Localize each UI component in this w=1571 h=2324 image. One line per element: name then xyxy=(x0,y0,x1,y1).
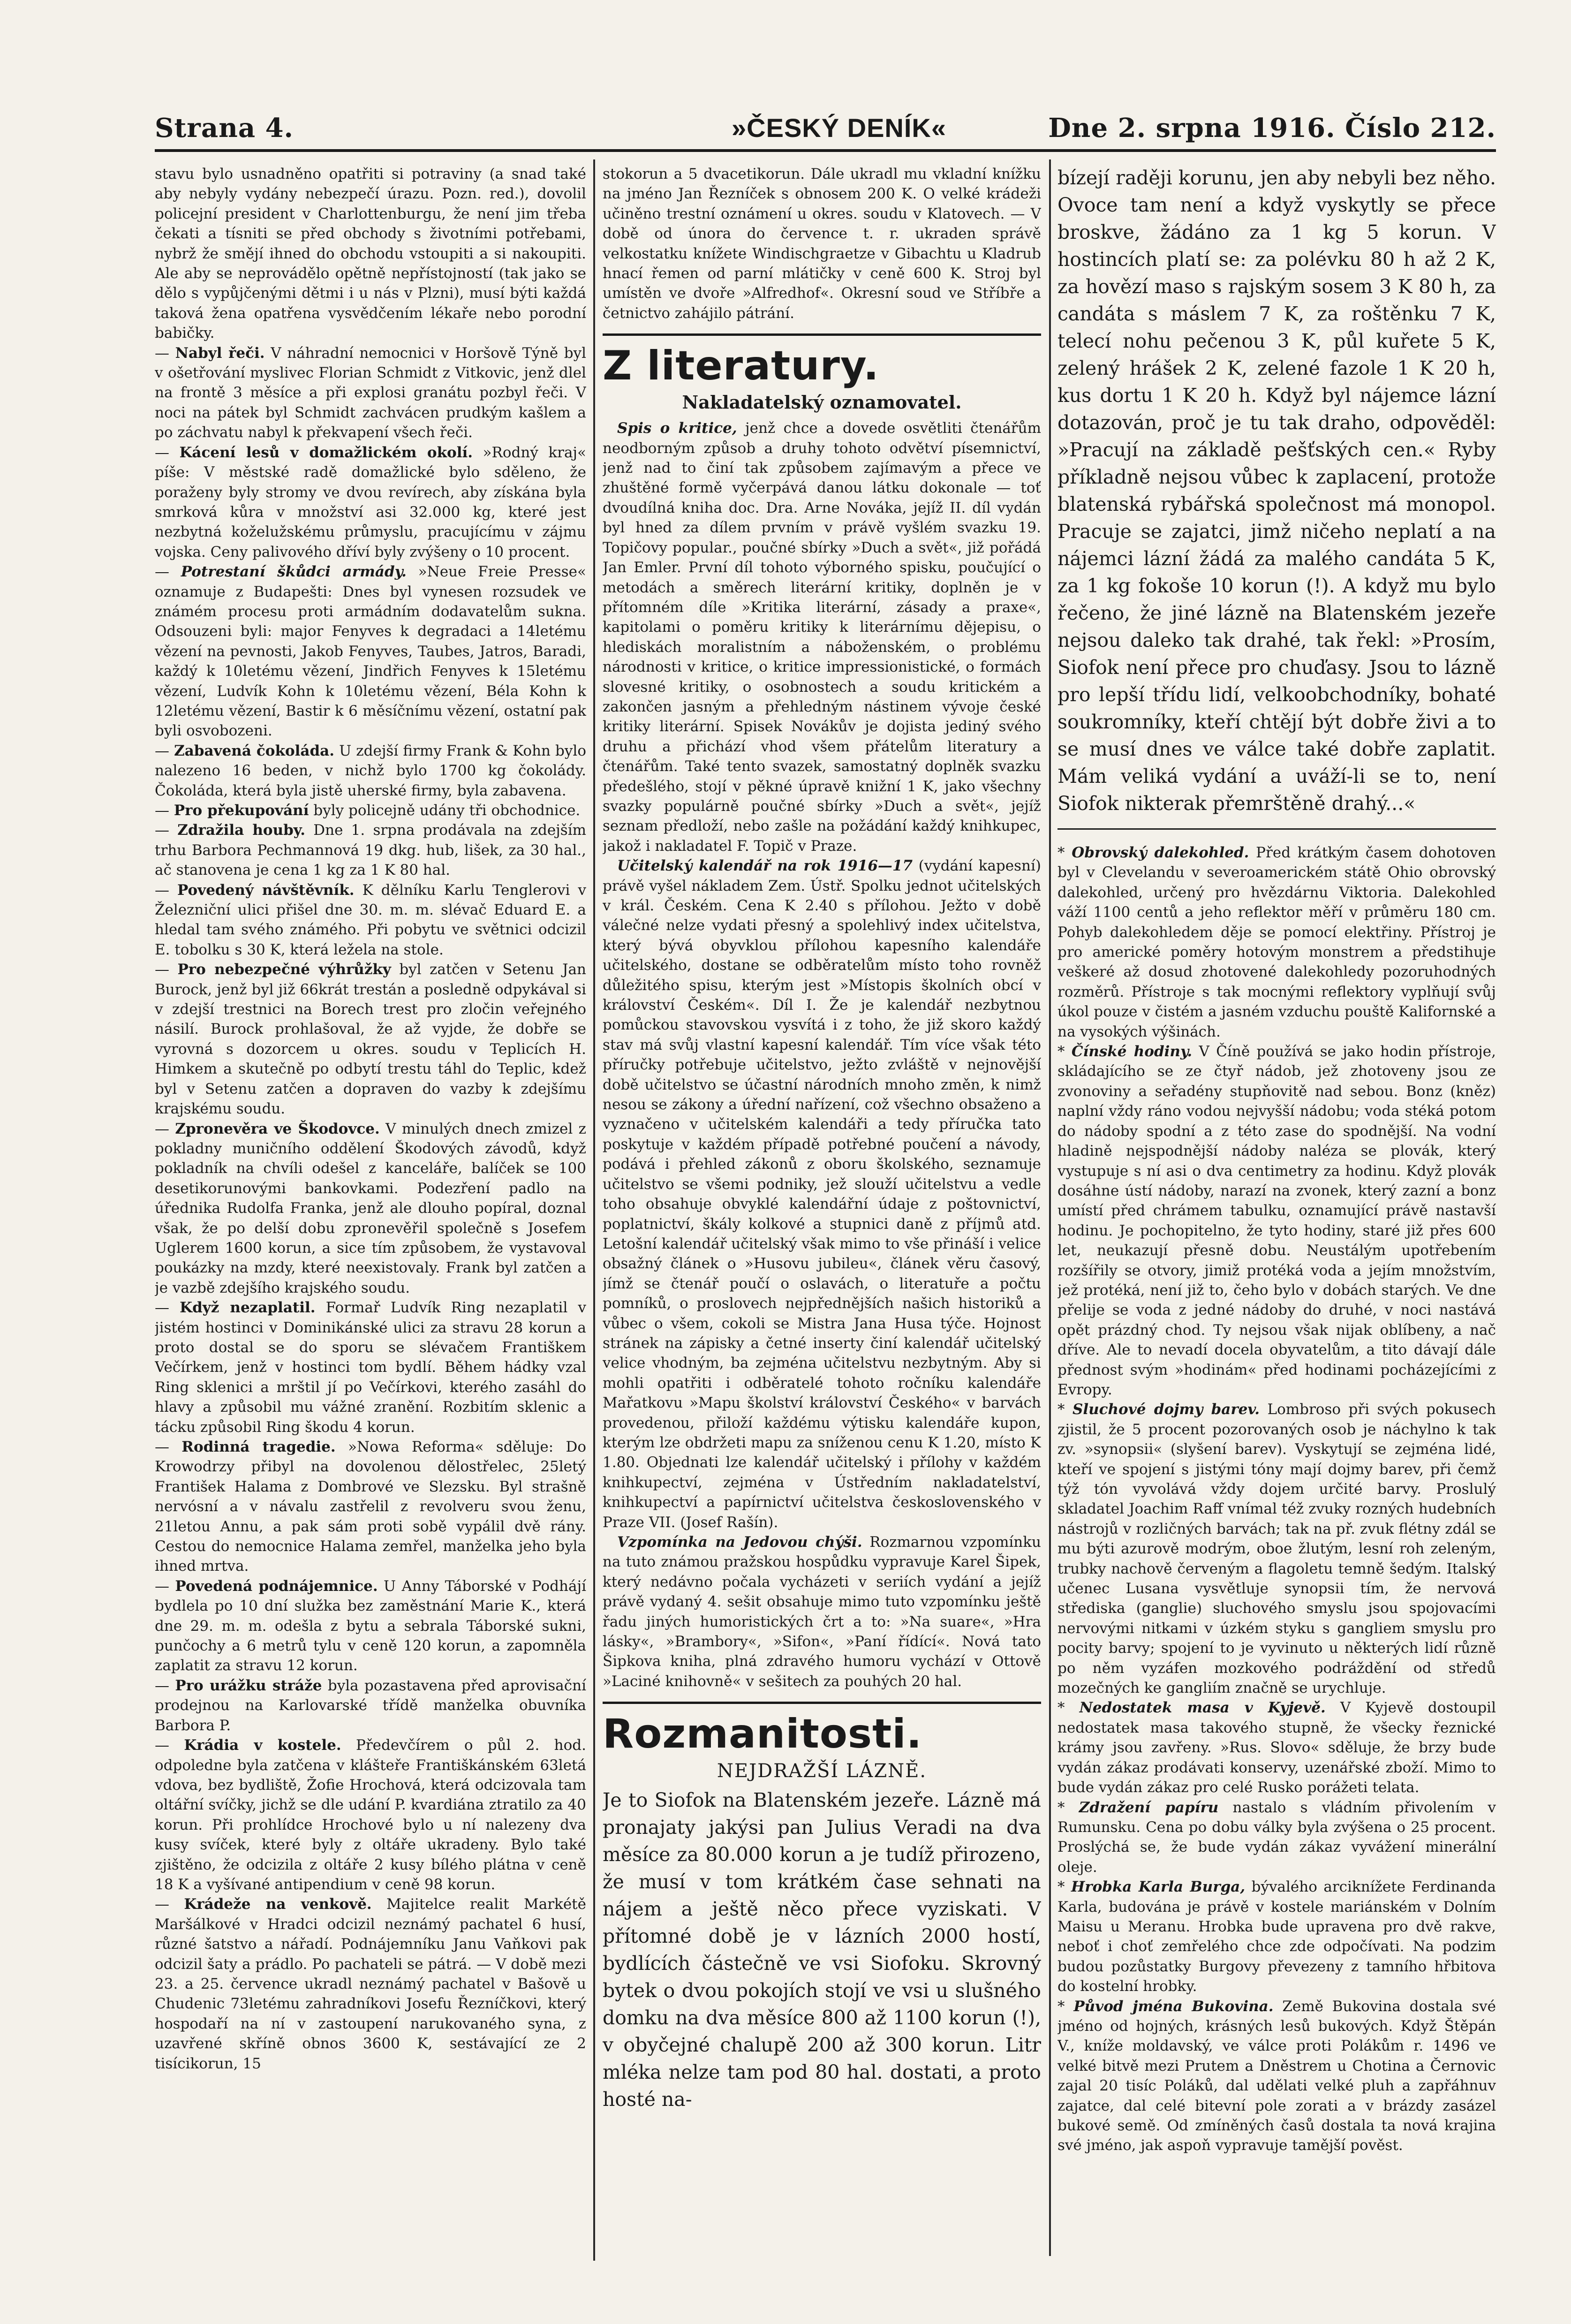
article-continuation: bízejí raději korunu, jen aby nebyli bez něho. Ovoce tam není a když vyskytly se přece broskve, žádáno za 1 kg 5 korun. V hostincích platí se: za polévku 80 h až 2 K, za hovězí maso s rajským sosem 3 K 80 h, za candáta s máslem 7 K, za roštěnku 7 K, telecí nohu pečenou 3 K, půl kuřete 5 K, zelený hrášek 2 K, zelené fazole 1 K 20 h, kus dortu 1 K 20 h. Když byl nájemce lázní dotazován, proč je tu tak draho, odpověděl: »Pracují na základě pešťských cen.« Ryby příkladně nejsou vůbec k zaplacení, protože blatenská rybářská společnost má monopol. Pracuje se zajatci, jimž ničeho neplatí a na nájemci lázní žádá za malého candáta 5 K, za 1 kg fokoše 10 korun (!). A když mu bylo řečeno, že jiné lázně na Blatenském jezeře nejsou daleko tak drahé, tak řekl: »Prosím, Siofok není přece pro chuďasy. Jsou to lázně pro lepší třídu lidí, velkoobchodníky, bohaté soukromníky, kteří chtějí být dobře živi a to se musí dnes ve válce také dobře zaplatit. Mám veliká vydání a uváží-li se to, není Siofok nikterak přemrštěně drahý...« xyxy=(1057,167,1496,815)
item-lead: Když nezaplatil. xyxy=(180,1299,316,1317)
item-text: V náhradní nemocnici v Horšově Týně byl v ošetřování myslivec Florian Schmidt z Vitkovic, jenž dlel na frontě 3 měsíce a při explosi granátu pozbyl řeči. V noci na pátek byl Schmidt zachvácen prudkým kašlem a po záchvatu nabyl k překvapení všech řeči. xyxy=(155,344,586,441)
news-item: — Pro nebezpečné výhrůžky byl zatčen v Setenu Jan Burock, jenž byl již 66krát trestán a posledně odpykával si v zdejší trestnici na Borech trest pro zločin veřejného násilí. Burock prohlašoval, že až vyjde, že dobře se vyrovná s dozorcem u okres. soudu v Teplicích H. Himkem a skutečně po odbytí trestu táhl do Teplic, kdež byl v Setenu zatčen a dopraven do vazby k zdejšímu krajskému soudu. xyxy=(155,961,586,1118)
news-item: * Sluchové dojmy barev. Lombroso při svých pokusech zjistil, že 5 procent pozorovaných osob je náchylno k tak zv. »synopsii« (slyšení barev). Vyskytují se zejména lidé, kteří ve spojení s jistými tóny mají dojmy barev, při čemž týž tón vyvolává vždy dojem určité barvy. Proslulý skladatel Joachim Raff vnímal též zvuky rozných hudebních nástrojů v rozličných barvách; tak na př. zvuk flétny zdál se mu býti azurově modrým, oboe žlutým, lesní roh zeleným, trubky nachově červeným a flagoletu temně šedým. Italský učenec Lusana vysvětluje synopsii tím, že nervová střediska (ganglie) sluchového smyslu jsou spojovacími nervovými nitkami v úzkém styku s gangliem smyslu pro pocity barvy; spojení to je vyvinuto u některých lidí různě po něm vyzáfen mozkového podráždění od středů mozečných ke gangliím značně se urychluje. xyxy=(1057,1401,1496,1697)
item-lead: Čínské hodiny. xyxy=(1071,1043,1193,1060)
item-text: K dělníku Karlu Tenglerovi v Železniční ulici přišel dne 30. m. m. slévač Eduard E. a hledal tam svého známého. Při pobytu ve světnici odcizil E. tobolku s 30 K, která ležela na stole. xyxy=(155,881,586,958)
item-text: V Kyjevě dostoupil nedostatek masa takového stupně, že všecky řeznické krámy jsou zavřeny. »Rus. Slovo« sděluje, že brzy bude vydán zákaz prodávati konservy, uzenářské zboží. Mimo to bude vydán zákaz pro celé Rusko porážeti telata. xyxy=(1057,1699,1496,1796)
item-text: Před krátkým časem dohotoven byl v Clevelandu v severoamerickém státě Ohio obrovský dalekohled, určený pro hvězdárnu Viktoria. Dalekohled váží 1100 centů a jeho reflektor měří v průměru 180 cm. Pohyb dalekohledem děje se pomocí elektřiny. Přístroj je pro americké poměry hotovým monstrem a předstihuje veškeré až dosud zhotovené dalekohledy pozoruhodných rozměrů. Přístroje s tak mocnými reflektory vyplňují svůj úkol pouze v čistém a jasném vzduchu pouště Kalifornské a na vysokých výšinách. xyxy=(1057,844,1496,1040)
article-body: Je to Siofok na Blatenském jezeře. Lázně má pronajaty jakýsi pan Julius Veradi na dva měsíce za 80.000 korun a je tudíž přirozeno, že musí v tom krátkém čase sehnati na nájem a ještě něco přece vyziskati. V přítomné době je v lázních 2000 hostí, bydlících částečně ve vsi Siofoku. Skrovný bytek o dvou pokojích stojí ve vsi u slušného domku na dva měsíce 800 až 1100 korun (!), v obyčejné chalupě 200 až 300 korun. Litr mléka nelze tam pod 80 hal. dostati, a proto hosté na- xyxy=(603,1789,1041,2111)
item-lead: Spis o kritice, xyxy=(617,420,737,437)
section-heading-varieties: Rozmanitosti. xyxy=(603,1711,922,1758)
news-items xyxy=(1057,843,1496,2156)
section-rule xyxy=(603,1702,1041,1704)
page-header xyxy=(155,113,1496,150)
item-text: U zdejší firmy Frank & Kohn bylo nalezeno 16 beden, v nichž bylo 1700 kg čokolády. Čokoláda, která byla jistě uherské firmy, byla zabavena. xyxy=(155,742,586,799)
news-item: — Pro urážku stráže byla pozastavena před aprovisační prodejnou na Karlovarské třídě manželka obuvníka Barbora P. xyxy=(155,1677,586,1734)
news-item xyxy=(603,1532,1041,1691)
item-lead: Sluchové dojmy barev. xyxy=(1072,1401,1260,1418)
item-text: Předevčírem o půl 2. hod. odpoledne byla zatčena v klášteře Františkánském 63letá vdova, bez bydliště, Žofie Hrochová, která odcizovala tam oltářní svíčky, jichž se dle udání P. kvardiána ztratilo za 40 korun. Při prohlídce Hrochové bylo u ní nalezeny dva kusy svíček, které byly z oltáře ukradeny. Bylo také zjištěno, že odcizila z oltáře 2 kusy bílého plátna v ceně 18 K a vyšívané antipendium v ceně 98 korun. xyxy=(155,1737,586,1893)
column-divider-2 xyxy=(1049,159,1051,2256)
item-lead: Zpronevěra ve Škodovce. xyxy=(175,1120,380,1137)
news-items xyxy=(155,343,586,2074)
item-lead: Učitelský kalendář na rok 1916—17 xyxy=(617,857,913,875)
item-lead: Nabyl řeči. xyxy=(175,344,265,362)
item-text: (vydání kapesní) právě vyšel nákladem Zem. Ústř. Spolku jednot učitelských v král. Českém. Cena K 2.40 s přílohou. Ježto v době válečné nelze vydati přesný a spolehlivý index učitelstva, který bývá obyvklou přílohou kapesního kalendáře učitelského, dostane se odběratelům místo toho rovněž důležitého spisu, kterým jest »Místopis školních obcí v království Českém«. Díl I. Že je kalendář nezbytnou pomůckou stavovskou vysvítá i z toho, že již skoro každý stav má svůj vlastní kapesní kalendář. Tím více však této příručky potřebuje učitelstvo, ježto zvláště v nejnovější době učitelstvo se účastní národních mnoho změn, k nimž nesou se zákony a úřední nařízení, což všechno obsaženo a vyznačeno v učitelském kalendáři a tedy příručka tato poskytuje v každém případě potřebné poučení a návody, podává i přehled zákonů z oboru školského, seznamuje učitelstvo se všemi podniky, jež slouží učitelstvu a vedle toho obsahuje obvyklé kalendářní údaje z poštovnictví, poplatnictví, škály kolkové a stupnici daně z příjmů atd. Letošní kalendář učitelský však mimo to vše přináší i velice obsažný článek o »Husovu jubileu«, článek věru časový, jímž se čtenář poučí o oslavách, o literatuře a počtu pomníků, o proslovech nejpřednějších našich historiků a vůbec o všem, cokoli se Mistra Jana Husa týče. Hojnost stránek na zápisky a četné inserty činí kalendář učitelský velice vhodným, ba zejména učitelstvu nezbytným. Aby si mohli opatřiti i odběratelé tohoto ročníku kalendáře Mařatkovu »Mapu školství království Českého« v barvách provedenou, přiloží každému výtisku kalendáře kupon, kterým lze obdržeti mapu za sníženou cenu K 1.20, místo K 1.80. Objednati lze kalendář učitelský i přílohy v každém knihkupectví, zejména v Ústředním nakladatelství, knihkupectví a papírnictví učitelstva československého v Praze VII. (Josef Rašín). xyxy=(603,857,1041,1531)
news-item: * Zdražení papíru nastalo s vládním přivolením v Rumunsku. Cena po dobu války byla zvýšena o 25 procent. Proslýchá se, že bude vydán zákaz vyvážení minerální oleje. xyxy=(1057,1799,1496,1876)
item-text: Rozmarnou vzpomínku na tuto známou pražskou hospůdku vypravuje Karel Šipek, který nedávno počala vycházeti v seriích vydání a jejíž právě vydaný 4. sešit obsahuje mimo tuto vzpomínku ještě řadu jiných humoristických črt a to: »Na suare«, »Hra lásky«, »Brambory«, »Sifon«, »Paní řídící«. Nová tato Šipkova kniha, plná zdravého humoru vychází v Ottově »Laciné knihovně« v sešitech za pouhých 20 hal. xyxy=(603,1534,1041,1690)
item-lead: Pro nebezpečné výhrůžky xyxy=(177,961,391,978)
item-text: byl zatčen v Setenu Jan Burock, jenž byl již 66krát trestán a posledně odpykával si v zdejší trestnici na Borech trest pro zločin veřejného násilí. Burock prohlašoval, že až vyjde, že dobře se vyrovná s dozorcem u okres. soudu v Teplicích H. Himkem a skutečně po odbytí trestu táhl do Teplic, kdež byl v Setenu zatčen a dopraven do vazby k zdejšímu krajskému soudu. xyxy=(155,961,586,1118)
item-text: byla pozastavena před aprovisační prodejnou na Karlovarské třídě manželka obuvníka Barbora P. xyxy=(155,1677,586,1734)
item-lead: Obrovský dalekohled. xyxy=(1072,844,1249,861)
item-text: Majitelce realit Markétě Maršálkové v Hradci odcizil neznámý pachatel 6 husí, různé šatstvo a nářadí. Podnájemníku Janu Vaňkovi pak odcizil šaty a prádlo. Po pachateli se pátrá. — V době mezi 23. a 25. července ukradl neznámý pachatel v Bašově u Chudenic 73letému zahradníkovi Josefu Řezníčkovi, který hospodaří na ní v zastoupení narukovaného syna, z uzavřené skříně obnos 3600 K, sestávající ze 2 tisícikorun, 15 xyxy=(155,1896,586,2072)
news-item: * Obrovský dalekohled. Před krátkým časem dohotoven byl v Clevelandu v severoamerickém státě Ohio obrovský dalekohled, určený pro hvězdárnu Viktoria. Dalekohled váží 1100 centů a jeho reflektor měří v průměru 180 cm. Pohyb dalekohledem děje se pomocí elektřiny. Přístroj je pro americké poměry hotovým monstrem a předstihuje veškeré až dosud zhotovené dalekohledy pozoruhodných rozměrů. Přístroje s tak mocnými reflektory vyplňují svůj úkol pouze v čistém a jasném vzduchu pouště Kalifornské a na vysokých výšinách. xyxy=(1057,844,1496,1040)
item-text: jenž chce a dovede osvětliti čtenářům neodborným způsob a druhy tohoto odvětví písemnictví, jenž nad to činí tak způsobem zajímavým a přece ve zhuštěné formě vyčerpává danou látku dokonale — toť dvoudílná kniha doc. Dra. Arne Nováka, jejíž II. díl vydán byl hned za dílem prvním v právě vyšlém svazku 19. Topičovy popular., poučné sbírky »Duch a svět«, již pořádá Jan Emler. První díl tohoto výborného spisku, poučující o metodách a směrech literární kritiky, doplněn je v přítomném díle »Kritika literární, zásady a praxe«, kapitolami o poměru kritiky k literárnímu dějepisu, o hlediskách moralistním a náboženském, o problému národnosti v kritice, o kritice impressionistické, o formách slovesné kritiky, o osobnostech a soudu kritickém a zakončen jasným a přehledným nástinem vývoje české kritiky literární. Spisek Novákův je dojista jediný svého druhu a přichází vhod všem přátelům literatury a čtenářům. Také tento svazek, samostatný doplněk svazku předešlého, stojí v pěkné úpravě knižní 1 K, jako všechny svazky populárně poučné sbírky »Duch a svět«, jejíž seznam předloží, nebo zašle na požádání každý knihkupec, jakož i nakladatel F. Topič v Praze. xyxy=(603,420,1041,855)
item-lead: Vzpomínka na Jedovou chýši. xyxy=(617,1534,862,1551)
news-item: — Zpronevěra ve Škodovce. V minulých dnech zmizel z pokladny muničního oddělení Škodových závodů, když pokladník na chvíli odešel z kanceláře, balíček se 100 desetikorunovými bankovkami. Podezření padlo na úřednika Rudolfa Franka, jenž ale dlouho popíral, doznal však, že po delší dobu zpronevěřil společně s Josefem Uglerem 1600 korun, a sice tím způsobem, že vystavoval poukázky na mzdy, které neexistovaly. Frank byl zatčen a je vazbě zdejšího krajského soudu. xyxy=(155,1120,586,1296)
news-item: — Pro překupování byly policejně udány tři obchodnice. xyxy=(155,802,581,819)
news-item: — Povedená podnájemnice. U Anny Táborské v Podhájí bydlela po 10 dní služka bez zaměstnání Marie K., která dne 29. m. m. odešla z bytu a sebrala Táborské sukni, punčochy a 6 metrů tylu v ceně 120 korun, a zapomněla zaplatit za stravu 12 korun. xyxy=(155,1577,586,1674)
page-number: Strana 4. xyxy=(155,113,294,144)
item-text: Lombroso při svých pokusech zjistil, že 5 procent pozorovaných osob je náchylno k tak zv. »synopsii« (slyšení barev). Vyskytují se zejména lidé, kteří ve spojení s jistými tóny mají dojmy barev, při čemž týž tón vyvolává vždy dojem určité barvy. Proslulý skladatel Joachim Raff vnímal též zvuky rozných hudebních nástrojů v rozličných barvách; tak na př. zvuk flétny zdál se mu býti azurově modrým, oboe žlutým, lesní roh zeleným, trubky nachově červeným a flagoletu temně šedým. Italský učenec Lusana vysvětluje synopsii tím, že nervová střediska (ganglie) sluchového smyslu jsou spojovacími nervovými nitkami v úzkém styku s gangliem smyslu pro pocity barvy; spojení to je vyvinuto u některých lidí různě po něm vyzáfen mozkového podráždění od středů mozečných ke gangliím značně se urychluje. xyxy=(1057,1401,1496,1697)
item-text: »Nowa Reforma« sděluje: Do Krowodrzy přibyl na dovolenou dělostřelec, 25letý František Halama z Dombrové ve Slezsku. Byl strašně nervósní a v návalu zastřelil z revolveru svou ženu, 21letou Annu, a pak sám proti sobě vypálil dvě rány. Cestou do nemocnice Halama zemřel, manželka jeho byla ihned mrtva. xyxy=(155,1438,586,1575)
article-continuation: stokorun a 5 dvacetikorun. Dále ukradl mu vkladní knížku na jméno Jan Řezníček s obnosem 200 K. O velké krádeži učiněno trestní oznámení u okres. soudu v Klatovech. — V době od února do července t. r. ukraden správě velkostatku knížete Windischgraetze v Gibachtu u Kladrub hnací řemen od parní mlátičky v ceně 600 K. Stroj byl umístěn ve dvoře »Alfredhof«. Okresní soud ve Stříbře a četnictvo zahájilo pátrání. xyxy=(603,166,1041,322)
item-lead: Povedený návštěvník. xyxy=(177,881,355,899)
item-lead: Povedená podnájemnice. xyxy=(175,1577,378,1595)
literature-items xyxy=(603,418,1041,1691)
item-text: U Anny Táborské v Podhájí bydlela po 10 dní služka bez zaměstnání Marie K., která dne 29. m. m. odešla z bytu a sebrala Táborské sukni, punčochy a 6 metrů tylu v ceně 120 korun, a zapomněla zaplatit za stravu 12 korun. xyxy=(155,1577,586,1674)
item-text: V minulých dnech zmizel z pokladny muničního oddělení Škodových závodů, když pokladník na chvíli odešel z kanceláře, balíček se 100 desetikorunovými bankovkami. Podezření padlo na úřednika Rudolfa Franka, jenž ale dlouho popíral, doznal však, že po delší dobu zpronevěřil společně s Josefem Uglerem 1600 korun, a sice tím způsobem, že vystavoval poukázky na mzdy, které neexistovaly. Frank byl zatčen a je vazbě zdejšího krajského soudu. xyxy=(155,1120,586,1296)
newspaper-title: »ČESKÝ DENÍK« xyxy=(732,113,947,143)
news-item: — Krádia v kostele. Předevčírem o půl 2. hod. odpoledne byla zatčena v klášteře Františkánském 63letá vdova, bez bydliště, Žofie Hrochová, která odcizovala tam oltářní svíčky, jichž se dle udání P. kvardiána ztratilo za 40 korun. Při prohlídce Hrochové bylo u ní nalezeny dva kusy svíček, které byly z oltáře ukradeny. Bylo také zjištěno, že odcizila z oltáře 2 kusy bílého plátna v ceně 18 K a vyšívané antipendium v ceně 98 korun. xyxy=(155,1737,586,1893)
column-3 xyxy=(1057,164,1496,2251)
item-lead: Pro urážku stráže xyxy=(175,1677,322,1694)
section-rule xyxy=(603,333,1041,336)
item-lead: Potrestaní škůdci armády. xyxy=(181,563,407,581)
item-lead: Hrobka Karla Burga, xyxy=(1071,1878,1246,1896)
item-lead: Původ jména Bukovina. xyxy=(1073,1998,1274,2015)
news-item: — Potrestaní škůdci armády. »Neue Freie Presse« oznamuje z Budapešti: Dnes byl vynesen rozsudek ve známém procesu proti armádním dodavatelům sukna. Odsouzeni byli: major Fenyves k degradaci a 14letému vězení na pevnosti, Jakob Fenyves, Taubes, Jatros, Baradi, každý k 10letému vězení, Jindřich Fenyves k 15letému vězení, Ludvík Kohn k 10letému vězení, Béla Kohn k 12letému vězení, Bastir k 6 měsíčnímu vězení, ostatní pak byli osvobozeni. xyxy=(155,563,586,740)
item-text: Formař Ludvík Ring nezaplatil v jistém hostinci v Dominikánské ulici za stravu 28 korun a proto dostal se do sporu se slévačem Františkem Večírkem, jenž v hostinci tom bydlí. Během hádky vzal Ring sklenici a mrštil jí po Večírkovi, kterého zasáhl do hlavy a způsobil mu vážné zranění. Rozbitím sklenic a tácku způsobil Ring škodu 4 korun. xyxy=(155,1299,586,1436)
section-heading-literature: Z literatury. xyxy=(603,342,879,390)
item-text: »Neue Freie Presse« oznamuje z Budapešti: Dnes byl vynesen rozsudek ve známém procesu proti armádním dodavatelům sukna. Odsouzeni byli: major Fenyves k degradaci a 14letému vězení na pevnosti, Jakob Fenyves, Taubes, Jatros, Baradi, každý k 10letému vězení, Jindřich Fenyves k 15letému vězení, Ludvík Kohn k 10letému vězení, Béla Kohn k 12letému vězení, Bastir k 6 měsíčnímu vězení, ostatní pak byli osvobozeni. xyxy=(155,563,586,740)
news-item: * Původ jména Bukovina. Země Bukovina dostala své jméno od hojných, krásných lesů bukových. Když Štěpán V., kníže moldavský, ve válce proti Polákům r. 1496 ve velké bitvě mezi Prutem a Dněstrem u Chotina a Černovic zajal 20 tisíc Poláků, dal udělati velké pluh a zapřáhnuv zajatce, dal celé bitevní pole zorati a v brázdy zasázel bukové semě. Od zmíněných časů dostala ta nová krajina své jméno, jak aspoň vypravuje tamější pověst. xyxy=(1057,1998,1496,2154)
news-item: * Čínské hodiny. V Číně používá se jako hodin přístroje, skládajícího se ze čtyř nádob, jež zhotoveny jsou ze zvonoviny a seřadény stupňovitě nad sebou. Bonz (kněz) naplní vždy ráno vodou nejvyšší nádobu; voda stéká potom do nádoby spodní a z této zase do spodnější. Na vodní hladině nejspodnější nádoby naléza se plovák, který vystupuje s ní asi o dva centimetry za hodinu. Když plovák dosáhne ústí nádoby, narazí na zvonek, který zazní a bonz umístí před chrámem tabulku, oznamující právě nastavší hodinu. Je pochopitelno, že tyto hodiny, staré již přes 600 let, neukazují přesně dobu. Neustálým upotřebením rozšířily se otvory, jimiž protéká voda a jejím množstvím, jež protéká, není již to, čeho bylo v dobách starých. Ve dne přelije se voda z jedné nádoby do druhé, v noci nastává opět prázdný chod. Ty nejsou však nijak oblíbeny, a nač dříve. Ale to nevadí docela obyvatelům, a tito dávají dále přednost svým »hodinám« před hodinami pocházejícími z Evropy. xyxy=(1057,1043,1496,1398)
news-item: — Když nezaplatil. Formař Ludvík Ring nezaplatil v jistém hostinci v Dominikánské ulici za stravu 28 korun a proto dostal se do sporu se slévačem Františkem Večírkem, jenž v hostinci tom bydlí. Během hádky vzal Ring sklenici a mrštil jí po Večírkovi, kterého zasáhl do hlavy a způsobil mu vážné zranění. Rozbitím sklenic a tácku způsobil Ring škodu 4 korun. xyxy=(155,1299,586,1436)
news-item: * Hrobka Karla Burga, bývalého arciknížete Ferdinanda Karla, budována je právě v kostele mariánském v Dolním Maisu u Meranu. Hrobka bude upravena pro dvě rakve, neboť i choť zemřelého chce zde odpočívati. Na podzim budou pozůstatky Burgovy převezeny z tamního hřbitova do kostelní hrobky. xyxy=(1057,1878,1496,1995)
item-text: Země Bukovina dostala své jméno od hojných, krásných lesů bukových. Když Štěpán V., kníže moldavský, ve válce proti Polákům r. 1496 ve velké bitvě mezi Prutem a Dněstrem u Chotina a Černovic zajal 20 tisíc Poláků, dal udělati velké pluh a zapřáhnuv zajatce, dal celé bitevní pole zorati a v brázdy zasázel bukové semě. Od zmíněných časů dostala ta nová krajina své jméno, jak aspoň vypravuje tamější pověst. xyxy=(1057,1998,1496,2154)
news-item: — Zabavená čokoláda. U zdejší firmy Frank & Kohn bylo nalezeno 16 beden, v nichž bylo 1700 kg čokolády. Čokoláda, která byla jistě uherské firmy, byla zabavena. xyxy=(155,742,586,799)
article-continuation: stavu bylo usnadněno opatřiti si potraviny (a snad také aby nebyly vydány nebezpečí úrazu. Pozn. red.), dovolil policejní president v Charlottenburgu, že není jim třeba čekati a tísniti se před obchody s životními potřebami, nybrž že smějí ihned do obchodu vstoupiti a si nakoupiti. Ale aby se neprovádělo opětně nepřístojností (tak jako se dělo s vypůjčenými dětmi i u nás v Plzni), musí býti každá taková žena opatřena vysvědčením lékaře nebo porodní babičky. xyxy=(155,166,586,342)
item-text: nastalo s vládním přivolením v Rumunsku. Cena po dobu války byla zvýšena o 25 procent. Proslýchá se, že bude vydán zákaz vyvážení minerální oleje. xyxy=(1057,1799,1496,1876)
news-item: — Krádeže na venkově. Majitelce realit Markétě Maršálkové v Hradci odcizil neznámý pachatel 6 husí, různé šatstvo a nářadí. Podnájemníku Janu Vaňkovi pak odcizil šaty a prádlo. Po pachateli se pátrá. — V době mezi 23. a 25. července ukradl neznámý pachatel v Bašově u Chudenic 73letému zahradníkovi Josefu Řezníčkovi, který hospodaří na ní v zastoupení narukovaného syna, z uzavřené skříně obnos 3600 K, sestávající ze 2 tisícikorun, 15 xyxy=(155,1896,586,2072)
issue-date: Dne 2. srpna 1916. Číslo 212. xyxy=(1048,113,1496,144)
news-item: * Nedostatek masa v Kyjevě. V Kyjevě dostoupil nedostatek masa takového stupně, že všecky řeznické krámy jsou zavřeny. »Rus. Slovo« sděluje, že brzy bude vydán zákaz prodávati konservy, uzenářské zboží. Mimo to bude vydán zákaz pro celé Rusko porážeti telata. xyxy=(1057,1699,1496,1796)
news-item xyxy=(603,856,1041,1532)
news-item: — Kácení lesů v domažlickém okolí. »Rodný kraj« píše: V městské radě domažlické bylo sděleno, že poraženy byly stromy ve dvou revírech, aby získána byla smrková kůra v množství asi 32.000 kg, které jest nezbytná koželužskému průmyslu, pracujícímu v zájmu vojska. Ceny palivového dříví byly zvýšeny o 10 procent. xyxy=(155,444,586,560)
item-lead: Zdražila houby. xyxy=(177,822,306,839)
item-lead: Krádeže na venkově. xyxy=(184,1896,372,1913)
news-item: — Nabyl řeči. V náhradní nemocnici v Horšově Týně byl v ošetřování myslivec Florian Schmidt z Vitkovic, jenž dlel na frontě 3 měsíce a při explosi granátu pozbyl řeči. V noci na pátek byl Schmidt zachvácen prudkým kašlem a po záchvatu nabyl k překvapení všech řeči. xyxy=(155,344,586,441)
item-lead: Kácení lesů v domažlickém okolí. xyxy=(179,444,473,461)
section-rule xyxy=(1057,828,1496,830)
item-lead: Nedostatek masa v Kyjevě. xyxy=(1079,1699,1326,1717)
column-divider-1 xyxy=(593,159,595,2261)
news-item: — Rodinná tragedie. »Nowa Reforma« sděluje: Do Krowodrzy přibyl na dovolenou dělostřelec, 25letý František Halama z Dombrové ve Slezsku. Byl strašně nervósní a v návalu zastřelil z revolveru svou ženu, 21letou Annu, a pak sám proti sobě vypálil dvě rány. Cestou do nemocnice Halama zemřel, manželka jeho byla ihned mrtva. xyxy=(155,1438,586,1575)
column-1 xyxy=(155,164,586,2261)
item-lead: Zabavená čokoláda. xyxy=(174,742,335,759)
item-text: bývalého arciknížete Ferdinanda Karla, budována je právě v kostele mariánském v Dolním Maisu u Meranu. Hrobka bude upravena pro dvě rakve, neboť i choť zemřelého chce zde odpočívati. Na podzim budou pozůstatky Burgovy převezeny z tamního hřbitova do kostelní hrobky. xyxy=(1057,1878,1496,1995)
item-lead: Rodinná tragedie. xyxy=(181,1438,336,1455)
article-title: NEJDRAŽŠÍ LÁZNĚ. xyxy=(717,1760,927,1782)
news-item: — Povedený návštěvník. K dělníku Karlu Tenglerovi v Železniční ulici přišel dne 30. m. m. slévač Eduard E. a hledal tam svého známého. Při pobytu ve světnici odcizil E. tobolku s 30 K, která ležela na stole. xyxy=(155,881,586,958)
news-item xyxy=(603,418,1041,856)
column-2 xyxy=(603,164,1041,2251)
item-text: Dne 1. srpna prodávala na zdejším trhu Barbora Pechmannová 19 dkg. hub, lišek, za 30 hal., ač stanovena je cena 1 kg za 1 K 80 hal. xyxy=(155,822,586,879)
section-subheading: Nakladatelský oznamovatel. xyxy=(682,392,962,413)
item-lead: Krádia v kostele. xyxy=(184,1737,341,1754)
item-text: byly policejně udány tři obchodnice. xyxy=(309,802,581,819)
item-lead: Zdražení papíru xyxy=(1079,1799,1219,1816)
item-text: »Rodný kraj« píše: V městské radě domažlické bylo sděleno, že poraženy byly stromy ve dvou revírech, aby získána byla smrková kůra v množství asi 32.000 kg, které jest nezbytná koželužskému průmyslu, pracujícímu v zájmu vojska. Ceny palivového dříví byly zvýšeny o 10 procent. xyxy=(155,444,586,560)
item-lead: Pro překupování xyxy=(174,802,309,819)
news-item: — Zdražila houby. Dne 1. srpna prodávala na zdejším trhu Barbora Pechmannová 19 dkg. hub, lišek, za 30 hal., ač stanovena je cena 1 kg za 1 K 80 hal. xyxy=(155,822,586,879)
header-rule xyxy=(155,149,1496,152)
item-text: V Číně používá se jako hodin přístroje, skládajícího se ze čtyř nádob, jež zhotoveny jsou ze zvonoviny a seřadény stupňovitě nad sebou. Bonz (kněz) naplní vždy ráno vodou nejvyšší nádobu; voda stéká potom do nádoby spodní a z této zase do spodnější. Na vodní hladině nejspodnější nádoby naléza se plovák, který vystupuje s ní asi o dva centimetry za hodinu. Když plovák dosáhne ústí nádoby, narazí na zvonek, který zazní a bonz umístí před chrámem tabulku, oznamující právě nastavší hodinu. Je pochopitelno, že tyto hodiny, staré již přes 600 let, neukazují přesně dobu. Neustálým upotřebením rozšířily se otvory, jimiž protéká voda a jejím množstvím, jež protéká, není již to, čeho bylo v dobách starých. Ve dne přelije se voda z jedné nádoby do druhé, v noci nastává opět prázdný chod. Ty nejsou však nijak oblíbeny, a nač dříve. Ale to nevadí docela obyvatelům, a tito dávají dále přednost svým »hodinám« před hodinami pocházejícími z Evropy. xyxy=(1057,1043,1496,1398)
